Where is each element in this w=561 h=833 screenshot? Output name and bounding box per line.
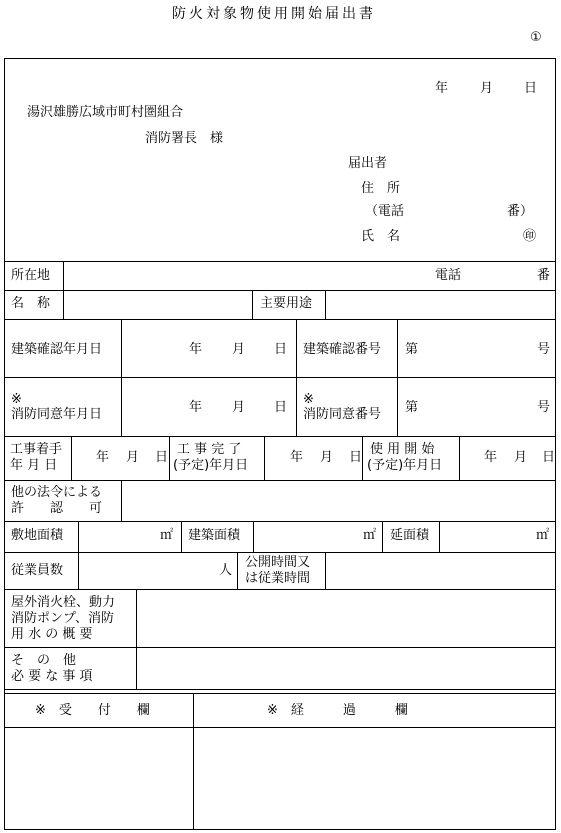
seal-mark: ㊞ <box>523 229 537 244</box>
bldg-confirm-date-label: 建築確認年月日 <box>11 342 103 357</box>
bldg-confirm-year: 年 <box>189 342 203 357</box>
bldg-confirm-go: 号 <box>537 342 551 357</box>
site-area-unit: ㎡ <box>160 528 174 543</box>
completion-label-2: (予定)年月日 <box>173 458 249 473</box>
application-form <box>4 58 556 830</box>
hours-label-1: 公開時間又 <box>245 555 311 570</box>
work-start-label-2: 年 月 日 <box>10 458 58 473</box>
completion-month: 月 <box>320 450 334 465</box>
bldg-confirm-month: 月 <box>232 342 246 357</box>
use-start-label-1: 使 用 開 始 <box>370 442 435 457</box>
fire-consent-date-label: 消防同意年月日 <box>11 407 103 422</box>
work-start-label-1: 工事着手 <box>10 442 63 457</box>
permit-label-1: 他の法令による <box>11 485 103 500</box>
floor-area-label: 延面積 <box>390 528 430 543</box>
floor-area-unit: ㎡ <box>536 528 550 543</box>
use-start-year: 年 <box>484 450 498 465</box>
progress-header: ※ 経 過 欄 <box>267 703 408 718</box>
fire-consent-mark2: ※ <box>303 392 314 407</box>
location-field[interactable] <box>65 262 430 289</box>
fire-consent-year: 年 <box>189 400 203 415</box>
equipment-label-2: 消防ポンプ、消防 <box>11 611 114 626</box>
applicant-name-label: 氏 名 <box>361 229 401 244</box>
applicant-phone-open: （電話 <box>365 204 405 219</box>
fire-consent-day: 日 <box>274 400 288 415</box>
completion-day: 日 <box>349 450 363 465</box>
fire-consent-go: 号 <box>537 400 551 415</box>
work-start-day: 日 <box>155 450 169 465</box>
fire-consent-mark: ※ <box>11 392 22 407</box>
date-year: 年 <box>435 81 449 96</box>
work-start-year: 年 <box>96 450 110 465</box>
date-day: 日 <box>524 81 538 96</box>
completion-year: 年 <box>290 450 304 465</box>
use-start-month: 月 <box>514 450 528 465</box>
bldg-area-label: 建築面積 <box>188 528 241 543</box>
use-start-label-2: (予定)年月日 <box>367 458 443 473</box>
staff-count-label: 従業員数 <box>11 563 64 578</box>
staff-count-unit: 人 <box>219 563 233 578</box>
bldg-area-unit: ㎡ <box>363 528 377 543</box>
bldg-confirm-day: 日 <box>274 342 288 357</box>
fire-consent-dai: 第 <box>405 400 419 415</box>
name-label: 名 称 <box>11 296 51 311</box>
other-label-1: そ の 他 <box>11 653 77 668</box>
equipment-label-1: 屋外消火栓、動力 <box>11 595 116 610</box>
work-start-month: 月 <box>126 450 140 465</box>
other-field[interactable] <box>138 648 553 688</box>
bldg-confirm-num-label: 建築確認番号 <box>303 342 382 357</box>
date-month: 月 <box>480 81 494 96</box>
hours-label-2: は従業時間 <box>245 571 311 586</box>
fire-consent-month: 月 <box>232 400 246 415</box>
site-area-label: 敷地面積 <box>11 528 64 543</box>
main-use-label: 主要用途 <box>260 296 313 311</box>
applicant-label: 届出者 <box>348 156 388 171</box>
permit-label-2: 許 認 可 <box>11 501 103 516</box>
fire-consent-num-label: 消防同意番号 <box>303 407 382 422</box>
equipment-label-3: 用 水 の 概 要 <box>11 627 93 642</box>
name-field[interactable] <box>65 291 251 318</box>
use-start-day: 日 <box>542 450 556 465</box>
other-label-2: 必 要 な 事 項 <box>11 669 93 684</box>
location-ban: 番 <box>537 268 551 283</box>
fire-chief: 消防署長 様 <box>145 131 224 146</box>
equipment-field[interactable] <box>138 590 553 646</box>
bldg-confirm-dai: 第 <box>405 342 419 357</box>
applicant-phone-close: 番） <box>507 204 534 219</box>
addressee: 湯沢雄勝広域市町村圏組合 <box>27 105 184 120</box>
completion-label-1: 工 事 完 了 <box>177 442 242 457</box>
applicant-address-label: 住 所 <box>361 181 401 196</box>
location-label: 所在地 <box>11 268 51 283</box>
location-phone-label: 電話 <box>435 268 462 283</box>
form-number: ① <box>530 30 542 45</box>
main-use-field[interactable] <box>327 291 553 318</box>
document-title: 防火対象物使用開始届出書 <box>172 6 376 22</box>
permit-field[interactable] <box>123 481 553 520</box>
reception-header: ※ 受 付 欄 <box>35 703 150 718</box>
